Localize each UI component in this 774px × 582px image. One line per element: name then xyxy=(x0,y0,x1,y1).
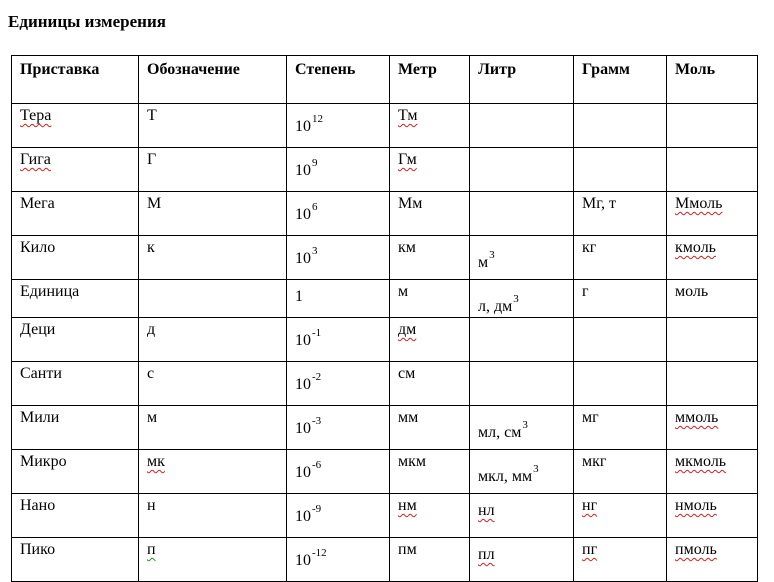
meter-cell: мм xyxy=(390,406,470,450)
prefix-cell: Единица xyxy=(12,280,139,318)
prefix-cell: Мега xyxy=(12,192,139,236)
gram-cell xyxy=(574,148,667,192)
power-cell: $10^{-1}$ xyxy=(287,318,390,362)
mole-cell: нмоль xyxy=(667,494,758,538)
liter-cell: мкл, $мм^3$ xyxy=(470,450,574,494)
meter-cell: Мм xyxy=(390,192,470,236)
power-cell: $10^6$ xyxy=(287,192,390,236)
meter-cell: дм xyxy=(390,318,470,362)
prefix-cell: Санти xyxy=(12,362,139,406)
table-row xyxy=(12,280,758,318)
power-cell: $10^9$ xyxy=(287,148,390,192)
prefix-cell: Нано xyxy=(12,494,139,538)
liter-cell xyxy=(470,362,574,406)
symbol-cell xyxy=(139,280,287,318)
symbol-cell: д xyxy=(139,318,287,362)
gram-cell: мг xyxy=(574,406,667,450)
liter-cell: мл, $см^3$ xyxy=(470,406,574,450)
header-prefix: Приставка xyxy=(12,56,139,104)
meter-cell: см xyxy=(390,362,470,406)
table-row xyxy=(12,406,758,450)
table-row xyxy=(12,192,758,236)
prefix-cell: Деци xyxy=(12,318,139,362)
gram-cell: г xyxy=(574,280,667,318)
prefix-cell: Кило xyxy=(12,236,139,280)
mole-cell xyxy=(667,148,758,192)
meter-cell: нм xyxy=(390,494,470,538)
header-mole: Моль xyxy=(667,56,758,104)
symbol-cell: мк xyxy=(139,450,287,494)
mole-cell: Ммоль xyxy=(667,192,758,236)
prefix-cell: Мили xyxy=(12,406,139,450)
gram-cell: нг xyxy=(574,494,667,538)
symbol-cell: Т xyxy=(139,104,287,148)
meter-cell: км xyxy=(390,236,470,280)
symbol-cell: с xyxy=(139,362,287,406)
table-header-row xyxy=(12,56,758,104)
table-row xyxy=(12,104,758,148)
table-row xyxy=(12,148,758,192)
power-cell: 1 xyxy=(287,280,390,318)
mole-cell xyxy=(667,318,758,362)
document-title: Единицы измерения xyxy=(8,12,166,31)
table-row xyxy=(12,538,758,582)
symbol-cell: М xyxy=(139,192,287,236)
mole-cell: ммоль xyxy=(667,406,758,450)
power-cell: $10^{-6}$ xyxy=(287,450,390,494)
table-row xyxy=(12,494,758,538)
symbol-cell: н xyxy=(139,494,287,538)
gram-cell: Мг, т xyxy=(574,192,667,236)
liter-cell xyxy=(470,104,574,148)
meter-cell: пм xyxy=(390,538,470,582)
power-cell: $10^{-3}$ xyxy=(287,406,390,450)
meter-cell: мкм xyxy=(390,450,470,494)
prefix-cell: Тера xyxy=(12,104,139,148)
gram-cell xyxy=(574,104,667,148)
liter-cell: пл xyxy=(470,538,574,582)
liter-cell xyxy=(470,148,574,192)
prefix-cell: Гига xyxy=(12,148,139,192)
power-cell: $10^3$ xyxy=(287,236,390,280)
symbol-cell: к xyxy=(139,236,287,280)
mole-cell: моль xyxy=(667,280,758,318)
meter-cell: м xyxy=(390,280,470,318)
meter-cell: Гм xyxy=(390,148,470,192)
gram-cell xyxy=(574,318,667,362)
header-liter: Литр xyxy=(470,56,574,104)
symbol-cell: п xyxy=(139,538,287,582)
liter-cell: л, $дм^3$ xyxy=(470,280,574,318)
mole-cell: кмоль xyxy=(667,236,758,280)
units-table xyxy=(11,55,758,582)
header-symbol: Обозначение xyxy=(139,56,287,104)
header-gram: Грамм xyxy=(574,56,667,104)
prefix-cell: Микро xyxy=(12,450,139,494)
symbol-cell: Г xyxy=(139,148,287,192)
table-row xyxy=(12,362,758,406)
mole-cell xyxy=(667,104,758,148)
power-cell: $10^{-9}$ xyxy=(287,494,390,538)
liter-cell xyxy=(470,192,574,236)
table-row xyxy=(12,450,758,494)
power-cell: $10^{12}$ xyxy=(287,104,390,148)
table-row xyxy=(12,318,758,362)
prefix-cell: Пико xyxy=(12,538,139,582)
header-meter: Метр xyxy=(390,56,470,104)
meter-cell: Тм xyxy=(390,104,470,148)
power-cell: $10^{-12}$ xyxy=(287,538,390,582)
gram-cell: пг xyxy=(574,538,667,582)
liter-cell: нл xyxy=(470,494,574,538)
liter-cell: $м^3$ xyxy=(470,236,574,280)
mole-cell: пмоль xyxy=(667,538,758,582)
mole-cell xyxy=(667,362,758,406)
gram-cell: кг xyxy=(574,236,667,280)
gram-cell xyxy=(574,362,667,406)
gram-cell: мкг xyxy=(574,450,667,494)
header-power: Степень xyxy=(287,56,390,104)
power-cell: $10^{-2}$ xyxy=(287,362,390,406)
table-row xyxy=(12,236,758,280)
mole-cell: мкмоль xyxy=(667,450,758,494)
liter-cell xyxy=(470,318,574,362)
symbol-cell: м xyxy=(139,406,287,450)
